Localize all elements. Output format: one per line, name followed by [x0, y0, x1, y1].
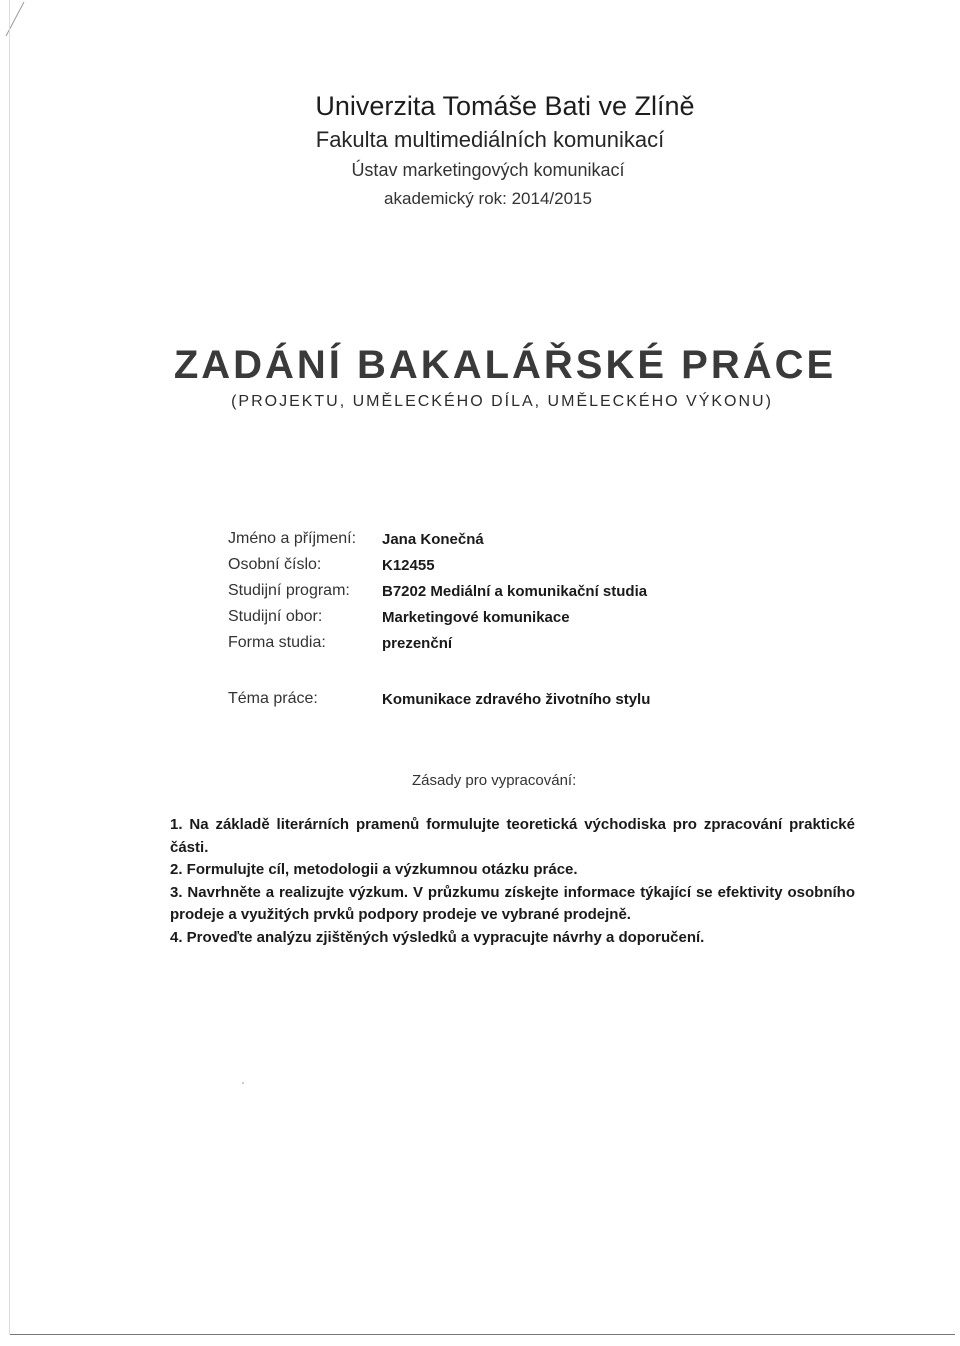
info-value: K12455: [382, 556, 435, 574]
institute-name: Ústav marketingových komunikací: [351, 160, 625, 180]
title-main: ZADÁNÍ BAKALÁŘSKÉ PRÁCE: [173, 343, 837, 387]
document-header: [0, 88, 960, 212]
title-subtitle: (PROJEKTU, UMĚLECKÉHO DÍLA, UMĚLECKÉHO VÝKONU): [231, 393, 773, 410]
info-value: B7202 Mediální a komunikační studia: [382, 582, 648, 600]
info-label: Jméno a příjmení:: [228, 530, 357, 547]
thesis-theme: [228, 686, 650, 712]
guidelines-list: [170, 814, 855, 949]
info-row-personal-number: [228, 552, 647, 578]
page-edge-bottom: [10, 1334, 955, 1335]
guideline-item: 1. Na základě literárních pramenů formulujte teoretická východiska pro zpracování praktické části.: [170, 816, 855, 856]
document-title: [0, 340, 960, 414]
academic-year: akademický rok: 2014/2015: [384, 189, 592, 208]
scan-speck: [242, 1082, 244, 1084]
info-label: Forma studia:: [228, 634, 326, 651]
guidelines-heading: Zásady pro vypracování:: [412, 772, 577, 789]
student-info: [228, 526, 647, 656]
info-row-name: [228, 526, 647, 552]
theme-value: Komunikace zdravého životního stylu: [382, 690, 651, 708]
guideline-item: 2. Formulujte cíl, metodologii a výzkumnou otázku práce.: [170, 861, 578, 878]
info-value: prezenční: [382, 634, 453, 652]
info-label: Osobní číslo:: [228, 556, 322, 573]
info-value: Marketingové komunikace: [382, 608, 570, 626]
info-row-study-field: [228, 604, 647, 630]
university-name: Univerzita Tomáše Bati ve Zlíně: [315, 91, 695, 121]
info-label: Studijní obor:: [228, 608, 323, 625]
info-row-study-form: [228, 630, 647, 656]
guideline-item: 3. Navrhněte a realizujte výzkum. V průzkumu získejte informace týkající se efektivity osobního prodeje a využitých prvků podpory prodeje ve vybrané prodejně.: [170, 883, 855, 923]
faculty-name: Fakulta multimediálních komunikací: [315, 127, 665, 152]
pen-stroke-mark: [4, 0, 26, 38]
info-row-study-program: [228, 578, 647, 604]
info-label: Studijní program:: [228, 582, 350, 599]
theme-label: Téma práce:: [228, 690, 318, 707]
guideline-item: 4. Proveďte analýzu zjištěných výsledků a vypracujte návrhy a doporučení.: [170, 928, 705, 946]
info-value: Jana Konečná: [382, 530, 484, 548]
